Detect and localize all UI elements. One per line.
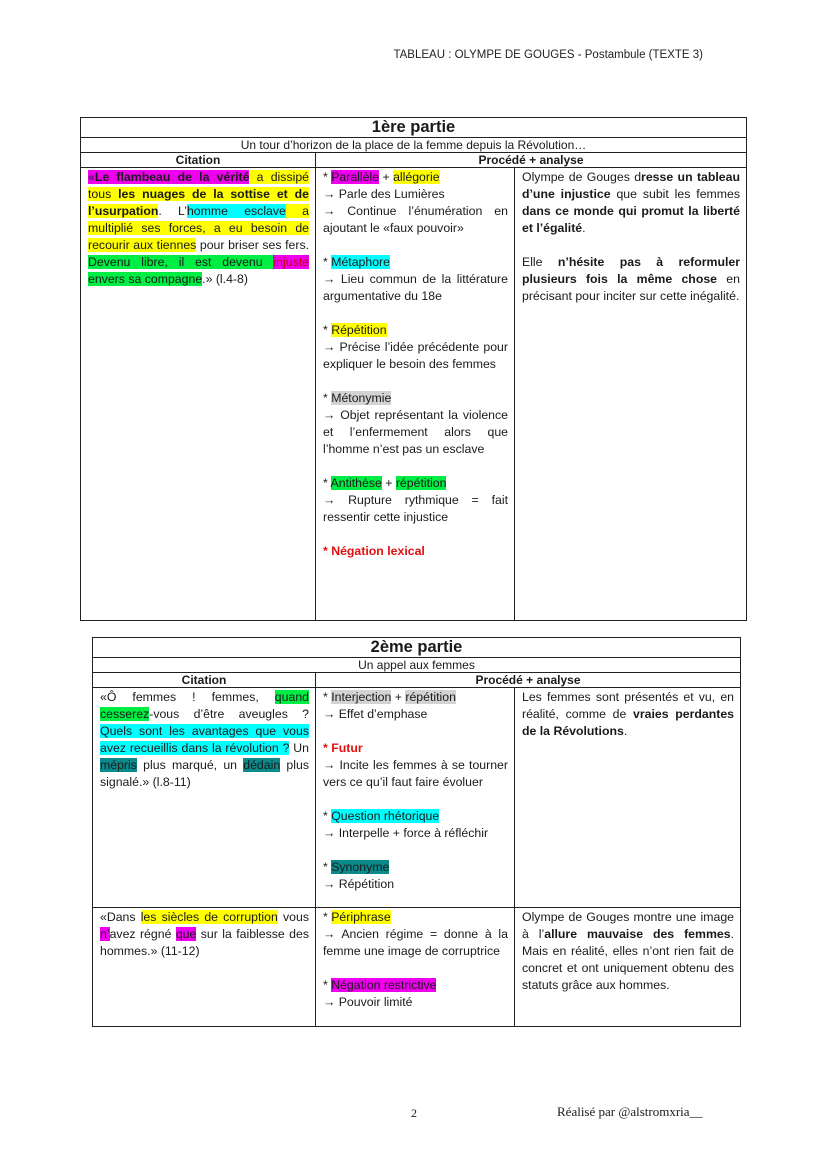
part2-table xyxy=(92,637,741,1027)
part1-title: 1ère partie xyxy=(81,118,747,138)
part2-row1-analyse-text: Les femmes sont présentés et vu, en réalité, comme de vraies perdantes de la Révolutions. xyxy=(522,690,735,738)
part1-col-citation: Citation xyxy=(81,153,316,168)
part1-table xyxy=(80,117,747,621)
part2-row2-citation-cell xyxy=(93,908,316,1027)
part2-subtitle: Un appel aux femmes xyxy=(93,658,741,673)
page-number: 2 xyxy=(411,1106,417,1120)
procede-periphrase: * Périphrase xyxy=(323,910,391,924)
part2-row2-analyse-text: Olympe de Gouges montre une image à l’allure mauvaise des femmes. Mais en réalité, elles n’ont rien fait de concret et ont uniquement obtenu des statuts grâce aux hommes. xyxy=(522,910,734,992)
procede-text: → Interpelle + force à réfléchir xyxy=(323,826,489,840)
procede-text: → Lieu commun de la littérature argumentative du 18e xyxy=(323,272,508,303)
analyse-para-1: Olympe de Gouges dresse un tableau d’une injustice que subit les femmes dans ce monde qui promut la liberté et l’égalité. xyxy=(522,170,741,235)
part1-citation-text: «Le flambeau de la vérité a dissipé tous les nuages de la sottise et de l’usurpation. L’homme esclave a multiplié ses forces, a eu besoin de recourir aux tiennes pour briser ses fers. Devenu libre, il est devenu injuste envers sa compagne.» (l.4-8) xyxy=(88,170,310,286)
part2-row1-analyse-cell xyxy=(515,688,741,908)
procede-text: → Répétition xyxy=(323,877,395,891)
analyse-para-2: Elle n’hésite pas à reformuler plusieurs fois la même chose en précisant pour inciter sur cette inégalité. xyxy=(522,255,741,303)
part2-col-procede: Procédé + analyse xyxy=(316,673,741,688)
part2-row2-analyse-cell xyxy=(515,908,741,1027)
procede-question-rhetorique: * Question rhétorique xyxy=(323,809,440,823)
procede-negation-restrictive: * Négation restrictive xyxy=(323,978,437,992)
procede-text: → Ancien régime = donne à la femme une image de corruptrice xyxy=(323,927,508,958)
part1-col-procede: Procédé + analyse xyxy=(316,153,747,168)
procede-metonymie: * Métonymie xyxy=(323,391,392,405)
procede-text: → Parle des Lumières xyxy=(323,187,445,201)
part1-subtitle: Un tour d’horizon de la place de la femme depuis la Révolution… xyxy=(81,138,747,153)
part2-title: 2ème partie xyxy=(93,638,741,658)
part2-row1-citation-text: «Ô femmes ! femmes, quand cesserez-vous d’être aveugles ? Quels sont les avantages que vous avez recueillis dans la révolution ? Un mépris plus marqué, un dédain plus signalé.» (l.8-11) xyxy=(100,690,310,789)
procede-text: → Précise l’idée précédente pour expliquer le besoin des femmes xyxy=(323,340,508,371)
procede-synonyme: * Synonyme xyxy=(323,860,390,874)
part1-procede-cell xyxy=(316,168,515,621)
procede-text: → Continue l’énumération en ajoutant le «faux pouvoir» xyxy=(323,204,508,235)
part2-row2-citation-text: «Dans les siècles de corruption vous n’avez régné que sur la faiblesse des hommes.» (11-12) xyxy=(100,910,309,958)
part1-citation-cell xyxy=(81,168,316,621)
procede-text: → Pouvoir limité xyxy=(323,995,413,1009)
procede-parallele: * Parallèle + allégorie xyxy=(323,170,440,184)
procede-text: → Incite les femmes à se tourner vers ce qu’il faut faire évoluer xyxy=(323,758,508,789)
procede-text: → Rupture rythmique = fait ressentir cette injustice xyxy=(323,493,508,524)
procede-negation: * Négation lexical xyxy=(323,544,425,558)
part2-col-citation: Citation xyxy=(93,673,316,688)
document-header: TABLEAU : OLYMPE DE GOUGES - Postambule (TEXTE 3) xyxy=(393,49,703,61)
procede-repetition: * Répétition xyxy=(323,323,387,337)
procede-text: → Objet représentant la violence et l’enfermement alors que l’homme n’est pas un esclave xyxy=(323,408,508,456)
credit-line: Réalisé par @alstromxria__ xyxy=(557,1104,703,1119)
part2-row1-procede-cell xyxy=(316,688,515,908)
procede-futur: * Futur xyxy=(323,741,363,755)
procede-metaphore: * Métaphore xyxy=(323,255,390,269)
procede-antithese: * Antithèse + répétition xyxy=(323,476,447,490)
procede-interjection: * Interjection + répétition xyxy=(323,690,456,704)
part2-row2-procede-cell xyxy=(316,908,515,1027)
part1-analyse-cell xyxy=(515,168,747,621)
procede-text: → Effet d’emphase xyxy=(323,707,428,721)
part2-row1-citation-cell xyxy=(93,688,316,908)
